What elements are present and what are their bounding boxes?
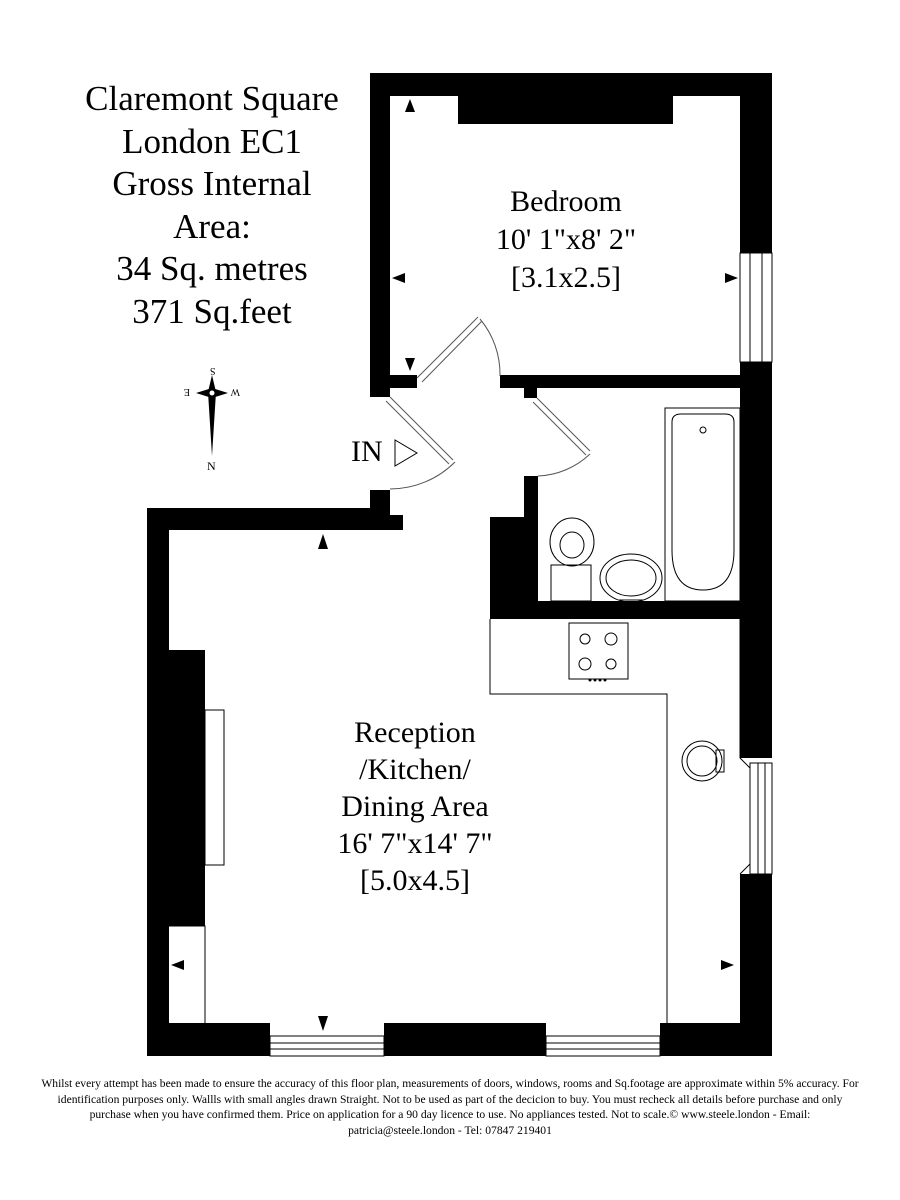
bathtub-icon <box>665 408 740 601</box>
bedroom-window <box>740 253 772 362</box>
bedroom-label <box>466 183 666 297</box>
reception-dimensions-metric: [5.0x4.5] <box>360 864 470 897</box>
reception-dimensions-imperial: 16' 7"x14' 7" <box>337 827 493 860</box>
disclaimer-text: Whilst every attempt has been made to ensure the accuracy of this floor plan, measurements of doors, windows, rooms and Sq.footage are approximate within 5% accuracy. For identification purposes only. Wallls with small angles drawn Straight. Not to be used as part of the decicion to buy. You must recheck all details before purchase and only purchase when you have confirmed them. Price on application for a 90 day licence to use. No appliances tested. Not to scale.© www.steele.london - Email: patricia@steele.london - Tel: 07847 219401 <box>41 1077 859 1137</box>
reception-recess <box>169 926 205 1023</box>
washbasin-icon <box>600 554 662 602</box>
reception-name-line-2: /Kitchen/ <box>359 753 471 786</box>
compass-label-north: N <box>207 459 216 473</box>
reception-window-right <box>546 1036 660 1056</box>
toilet-icon <box>550 518 594 601</box>
entrance-arrow-icon <box>395 440 417 466</box>
entrance-label: IN <box>351 435 383 468</box>
compass-label-west: W <box>230 386 240 397</box>
reception-window-left <box>270 1036 384 1056</box>
fireplace-hearth <box>205 710 224 865</box>
area-imperial: 371 Sq.feet <box>132 291 292 331</box>
bedroom-door <box>417 317 500 382</box>
bedroom-dimensions-imperial: 10' 1"x8' 2" <box>495 223 637 256</box>
reception-side-window <box>740 758 772 874</box>
reception-name-line-3: Dining Area <box>341 790 489 823</box>
reception-label <box>300 714 530 899</box>
reception-name-line-1: Reception <box>354 716 476 749</box>
area-heading-line-1: Gross Internal <box>112 164 312 203</box>
address-line-1: Claremont Square <box>85 79 339 118</box>
hob-icon <box>569 623 628 682</box>
bedroom-dimensions-metric: [3.1x2.5] <box>511 261 621 294</box>
compass-label-south: S <box>209 365 216 376</box>
property-title-block <box>62 78 362 333</box>
bathroom-door <box>533 398 590 476</box>
area-heading-line-2: Area: <box>173 206 251 246</box>
compass-rose-icon <box>196 375 228 456</box>
washing-machine-icon <box>682 741 724 781</box>
address-line-2: London EC1 <box>122 121 302 161</box>
compass-label-east: E <box>183 386 190 397</box>
bedroom-name: Bedroom <box>510 185 622 218</box>
area-metric: 34 Sq. metres <box>116 249 308 288</box>
